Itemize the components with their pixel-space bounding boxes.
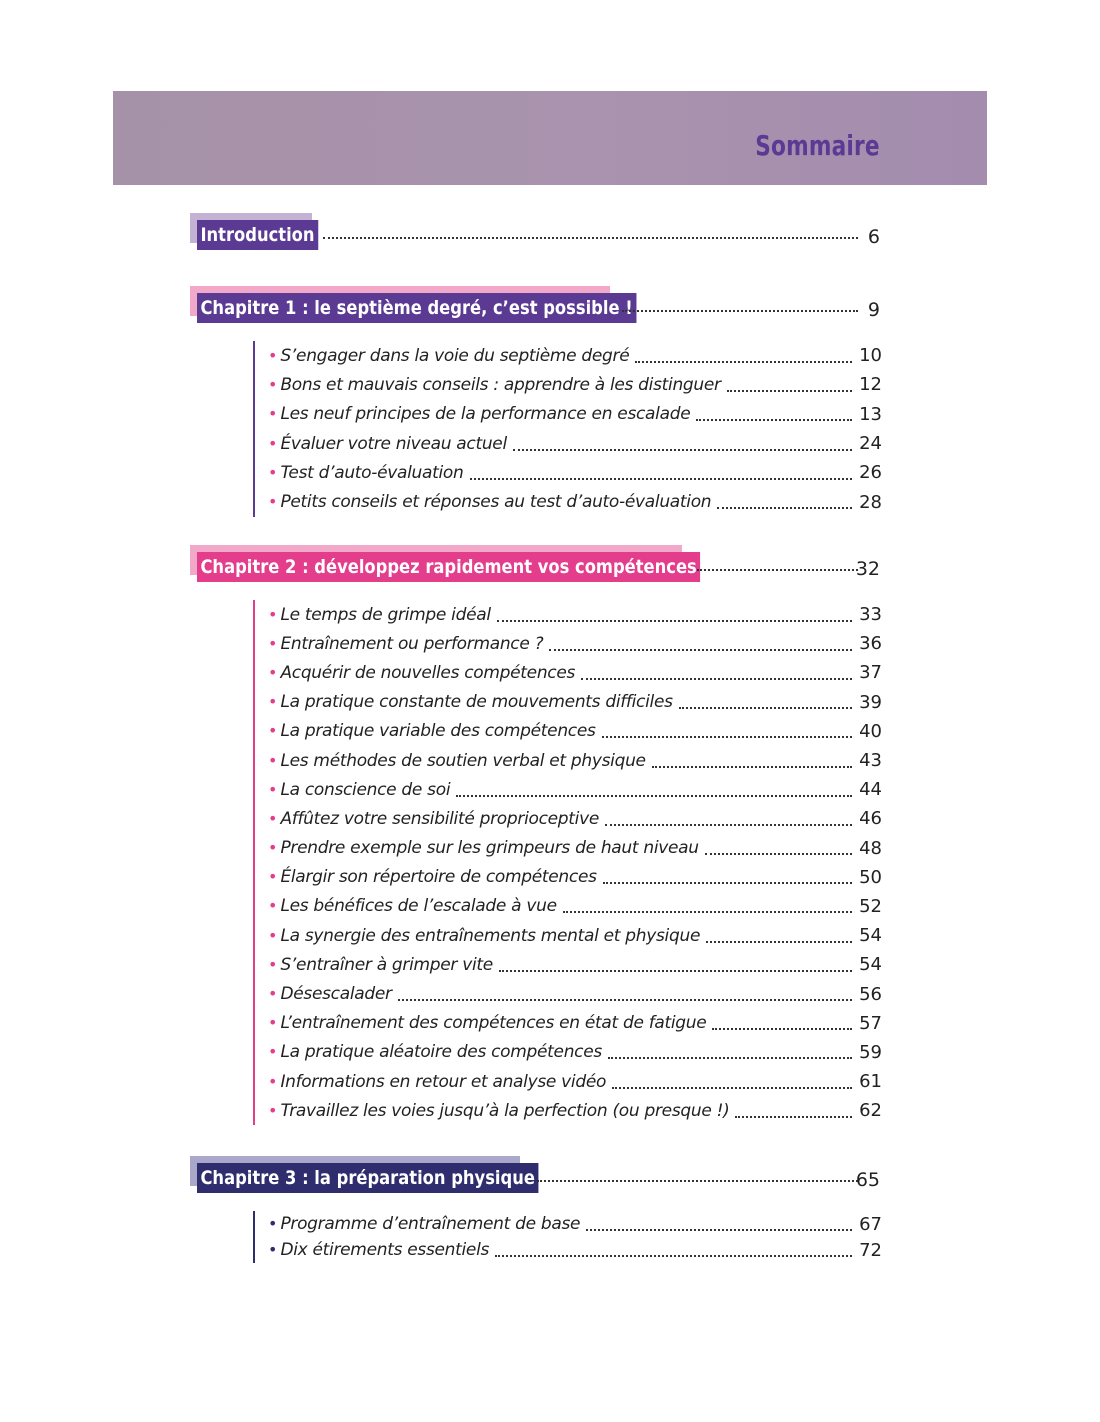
bullet-icon: • — [268, 492, 278, 512]
list-item[interactable] — [255, 429, 882, 458]
entry-title: Prendre exemple sur les grimpeurs de haut niveau — [280, 838, 699, 859]
entry-title: Travaillez les voies jusqu’à la perfection (ou presque !) — [280, 1100, 730, 1121]
entry-page-number: 13 — [859, 403, 882, 425]
dot-leader — [605, 824, 852, 826]
entry-title: La pratique variable des compétences — [280, 721, 596, 742]
entry-title: Entraînement ou performance ? — [280, 633, 544, 654]
entry-page-number: 12 — [859, 374, 882, 396]
entry-title: Les neuf principes de la performance en escalade — [280, 404, 691, 425]
list-item[interactable] — [255, 688, 882, 717]
entry-list-ch1 — [253, 341, 882, 517]
dot-leader — [602, 736, 852, 738]
entry-page-number: 46 — [859, 808, 882, 830]
dot-leader — [586, 1229, 852, 1231]
entry-list-ch3 — [253, 1211, 882, 1263]
entry-title: Élargir son répertoire de compétences — [280, 867, 597, 888]
bullet-icon: • — [268, 462, 278, 482]
entry-page-number: 28 — [859, 491, 882, 513]
list-item[interactable] — [255, 892, 882, 921]
bullet-icon: • — [268, 721, 278, 741]
bullet-icon: • — [268, 808, 278, 828]
dot-leader — [495, 1255, 852, 1257]
bullet-icon: • — [268, 1071, 278, 1091]
entry-title: L’entraînement des compétences en état de fatigue — [280, 1013, 707, 1034]
list-item[interactable] — [255, 458, 882, 487]
entry-page-number: 62 — [859, 1100, 882, 1122]
bullet-icon: • — [268, 984, 278, 1004]
dot-leader — [706, 941, 852, 943]
page-title: Sommaire — [755, 129, 880, 162]
dot-leader — [712, 1028, 852, 1030]
entry-title: Évaluer votre niveau actuel — [280, 433, 507, 454]
heading-page-number: 65 — [855, 1169, 880, 1191]
dot-leader — [456, 795, 852, 797]
list-item[interactable] — [255, 1211, 882, 1237]
bullet-icon: • — [268, 1100, 278, 1120]
heading-page-number: 32 — [855, 558, 880, 580]
dot-leader — [679, 707, 852, 709]
list-item[interactable] — [255, 834, 882, 863]
list-item[interactable] — [255, 487, 882, 516]
dot-leader — [323, 237, 858, 239]
dot-leader — [499, 970, 852, 972]
entry-title: La pratique constante de mouvements difficiles — [280, 692, 673, 713]
entry-page-number: 39 — [859, 691, 882, 713]
dot-leader — [608, 1057, 852, 1059]
entry-title: Informations en retour et analyse vidéo — [280, 1071, 607, 1092]
bullet-icon: • — [268, 345, 278, 365]
dot-leader — [470, 478, 852, 480]
bullet-icon: • — [268, 925, 278, 945]
dot-leader — [705, 853, 852, 855]
heading-title: Chapitre 3 : la préparation physique — [197, 1163, 538, 1193]
entry-title: La synergie des entraînements mental et physique — [280, 925, 701, 946]
dot-leader — [652, 766, 852, 768]
entry-page-number: 37 — [859, 662, 882, 684]
entry-page-number: 44 — [859, 779, 882, 801]
bullet-icon: • — [268, 867, 278, 887]
bullet-icon: • — [268, 433, 278, 453]
header-band — [113, 91, 987, 185]
entry-title: Dix étirements essentiels — [280, 1240, 490, 1260]
entry-page-number: 67 — [859, 1213, 882, 1235]
list-item[interactable] — [255, 370, 882, 399]
list-item[interactable] — [255, 717, 882, 746]
bullet-icon: • — [268, 1214, 278, 1233]
bullet-icon: • — [268, 838, 278, 858]
bullet-icon: • — [268, 954, 278, 974]
toc-heading-ch1[interactable] — [190, 286, 880, 326]
bullet-icon: • — [268, 604, 278, 624]
dot-leader — [622, 310, 858, 312]
toc-heading-ch3[interactable] — [190, 1156, 880, 1196]
entry-page-number: 10 — [859, 345, 882, 367]
list-item[interactable] — [255, 1237, 882, 1263]
dot-leader — [635, 361, 852, 363]
entry-title: Petits conseils et réponses au test d’auto-évaluation — [280, 492, 712, 513]
list-item[interactable] — [255, 863, 882, 892]
bullet-icon: • — [268, 1240, 278, 1259]
entry-page-number: 56 — [859, 983, 882, 1005]
list-item[interactable] — [255, 1009, 882, 1038]
entry-page-number: 26 — [859, 462, 882, 484]
entry-title: Programme d’entraînement de base — [280, 1214, 581, 1234]
bullet-icon: • — [268, 404, 278, 424]
bullet-icon: • — [268, 896, 278, 916]
dot-leader — [697, 569, 858, 571]
list-item[interactable] — [255, 746, 882, 775]
heading-page-number: 6 — [867, 226, 880, 248]
entry-title: La pratique aléatoire des compétences — [280, 1042, 602, 1063]
dot-leader — [398, 999, 852, 1001]
entry-page-number: 52 — [859, 895, 882, 917]
entry-title: S’entraîner à grimper vite — [280, 954, 493, 975]
dot-leader — [696, 419, 852, 421]
dot-leader — [537, 1180, 858, 1182]
entry-page-number: 43 — [859, 750, 882, 772]
entry-page-number: 72 — [859, 1239, 882, 1261]
list-item[interactable] — [255, 629, 882, 658]
list-item[interactable] — [255, 658, 882, 687]
entry-page-number: 24 — [859, 433, 882, 455]
entry-page-number: 61 — [859, 1071, 882, 1093]
dot-leader — [513, 449, 852, 451]
bullet-icon: • — [268, 662, 278, 682]
dot-leader — [717, 507, 852, 509]
entry-title: Acquérir de nouvelles compétences — [280, 662, 576, 683]
heading-title: Chapitre 2 : développez rapidement vos compétences — [197, 552, 700, 582]
entry-page-number: 54 — [859, 954, 882, 976]
entry-title: Le temps de grimpe idéal — [280, 604, 491, 625]
list-item[interactable] — [255, 341, 882, 370]
bullet-icon: • — [268, 633, 278, 653]
dot-leader — [581, 678, 852, 680]
list-item[interactable] — [255, 1096, 882, 1125]
list-item[interactable] — [255, 921, 882, 950]
dot-leader — [549, 649, 852, 651]
entry-title: Bons et mauvais conseils : apprendre à les distinguer — [280, 374, 721, 395]
bullet-icon: • — [268, 374, 278, 394]
dot-leader — [497, 620, 852, 622]
entry-title: Affûtez votre sensibilité proprioceptive — [280, 808, 599, 829]
dot-leader — [727, 390, 852, 392]
bullet-icon: • — [268, 1013, 278, 1033]
list-item[interactable] — [255, 950, 882, 979]
bullet-icon: • — [268, 779, 278, 799]
entry-page-number: 33 — [859, 604, 882, 626]
list-item[interactable] — [255, 1067, 882, 1096]
list-item[interactable] — [255, 804, 882, 833]
bullet-icon: • — [268, 750, 278, 770]
heading-title: Chapitre 1 : le septième degré, c’est possible ! — [197, 293, 636, 323]
entry-page-number: 40 — [859, 720, 882, 742]
entry-title: S’engager dans la voie du septième degré — [280, 345, 630, 366]
entry-title: Les méthodes de soutien verbal et physique — [280, 750, 646, 771]
dot-leader — [612, 1087, 852, 1089]
toc-heading-intro[interactable] — [190, 213, 880, 253]
list-item[interactable] — [255, 775, 882, 804]
entry-page-number: 57 — [859, 1012, 882, 1034]
entry-title: Désescalader — [280, 984, 392, 1005]
bullet-icon: • — [268, 1042, 278, 1062]
entry-page-number: 54 — [859, 925, 882, 947]
entry-title: Test d’auto-évaluation — [280, 462, 464, 483]
entry-title: Les bénéfices de l’escalade à vue — [280, 896, 557, 917]
list-item[interactable] — [255, 400, 882, 429]
entry-title: La conscience de soi — [280, 779, 451, 800]
list-item[interactable] — [255, 600, 882, 629]
heading-title: Introduction — [197, 220, 318, 250]
entry-page-number: 36 — [859, 633, 882, 655]
entry-list-ch2 — [253, 600, 882, 1125]
entry-page-number: 50 — [859, 866, 882, 888]
toc-heading-ch2[interactable] — [190, 545, 880, 585]
bullet-icon: • — [268, 692, 278, 712]
dot-leader — [735, 1116, 852, 1118]
heading-page-number: 9 — [867, 299, 880, 321]
entry-page-number: 59 — [859, 1041, 882, 1063]
list-item[interactable] — [255, 979, 882, 1008]
dot-leader — [603, 882, 852, 884]
dot-leader — [563, 911, 852, 913]
list-item[interactable] — [255, 1038, 882, 1067]
entry-page-number: 48 — [859, 837, 882, 859]
